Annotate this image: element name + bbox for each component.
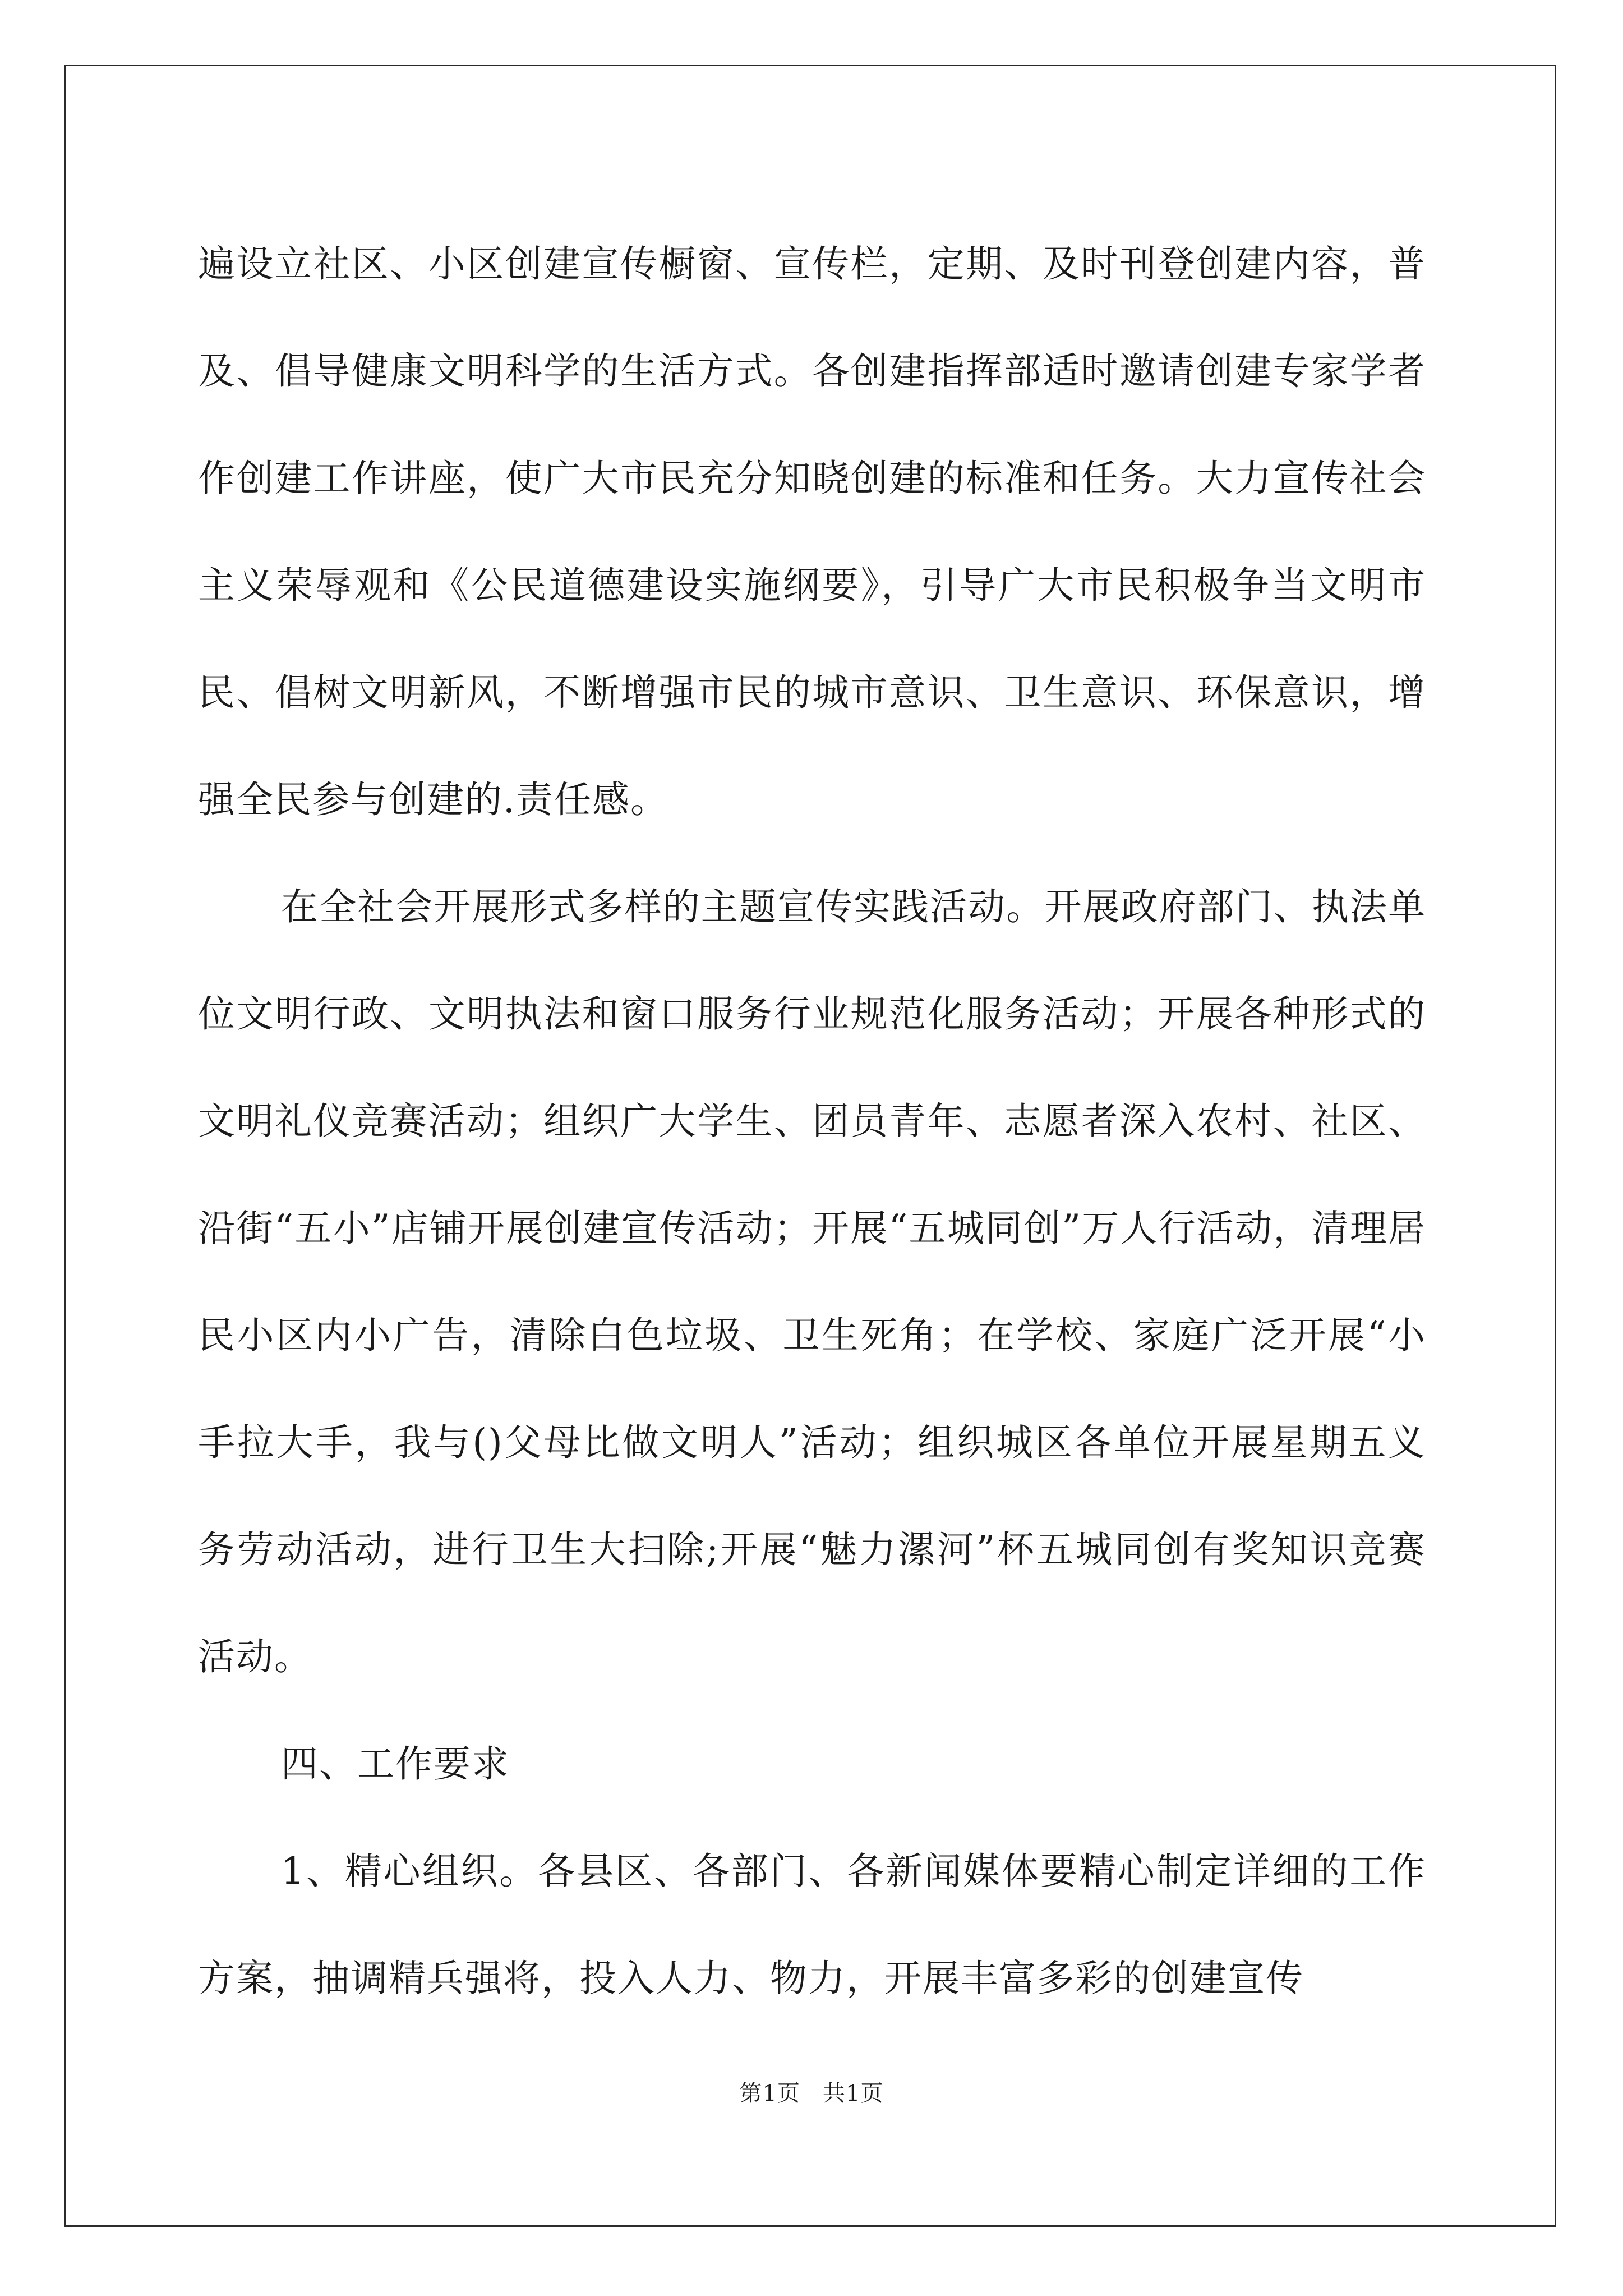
page-total: 共1页 (823, 2081, 884, 2106)
paragraph-2: 在全社会开展形式多样的主题宣传实践活动。开展政府部门、执法单位文明行政、文明执法和窗口服务行业规范化服务活动；开展各种形式的文明礼仪竞赛活动；组织广大学生、团员青年、志愿者深入农村、社区、沿街“五小”店铺开展创建宣传活动；开展“五城同创”万人行活动，清理居民小区内小广告，清除白色垃圾、卫生死角；在学校、家庭广泛开展“小手拉大手，我与()父母比做文明人”活动；组织城区各单位开展星期五义务劳动活动，进行卫生大扫除;开展“魅力漯河”杯五城同创有奖知识竞赛活动。 (198, 885, 1426, 1678)
document-body (198, 210, 1426, 2032)
section-heading: 四、工作要求 (281, 1742, 510, 1786)
paragraph-4: 1、精心组织。各县区、各部门、各新闻媒体要精心制定详细的工作方案，抽调精兵强将，投入人力、物力，开展丰富多彩的创建宣传 (198, 1849, 1426, 2000)
paragraph-1: 遍设立社区、小区创建宣传橱窗、宣传栏，定期、及时刊登创建内容，普及、倡导健康文明科学的生活方式。各创建指挥部适时邀请创建专家学者作创建工作讲座，使广大市民充分知晓创建的标准和任务。大力宣传社会主义荣辱观和《公民道德建设实施纲要》，引导广大市民积极争当文明市民、倡树文明新风，不断增强市民的城市意识、卫生意识、环保意识，增强全民参与创建的.责任感。 (198, 242, 1426, 821)
page-number: 第1页 (739, 2081, 800, 2106)
page-footer (0, 2076, 1623, 2108)
